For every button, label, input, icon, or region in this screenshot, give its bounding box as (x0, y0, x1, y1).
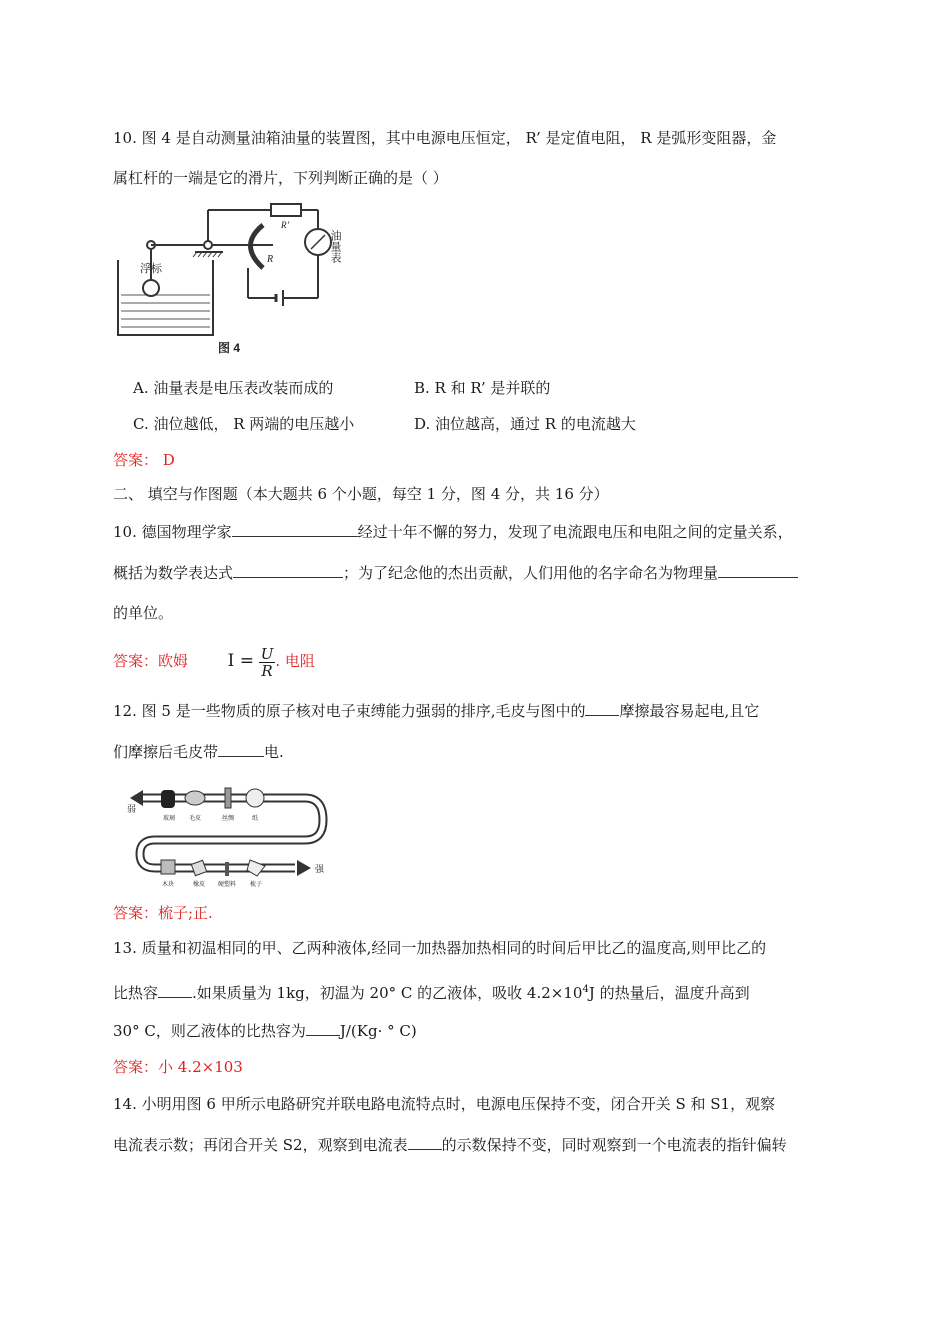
figure-5-triboelectric-series (125, 782, 335, 892)
q10-option-c: C. 油位越低， R 两端的电压越小 (133, 415, 355, 433)
blank-specific-heat (306, 1021, 340, 1036)
blank-physicist (232, 522, 358, 537)
strong-arrow-icon (297, 860, 311, 876)
blank-charge (218, 742, 264, 757)
blank-ammeter (408, 1135, 442, 1150)
q10-answer: 答案： D (113, 451, 175, 469)
q11-answer: 答案：欧姆 I = $\frac{U}{R}$ . 电阻 (113, 644, 315, 680)
svg-text:丝绸: 丝绸 (221, 815, 235, 822)
svg-text:木块: 木块 (161, 881, 175, 888)
blank-formula (233, 563, 343, 578)
svg-text:玻璃: 玻璃 (162, 815, 176, 822)
svg-text:梳子: 梳子 (249, 881, 263, 888)
svg-text:硬塑料: 硬塑料 (217, 881, 237, 888)
svg-text:弱: 弱 (127, 804, 137, 814)
q10-option-a: A. 油量表是电压表改装而成的 (133, 379, 334, 397)
blank-quantity (718, 563, 798, 578)
svg-text:强: 强 (315, 864, 325, 874)
q14-line2: 电流表示数；再闭合开关 S2，观察到电流表 的示数保持不变，同时观察到一个电流表的指针偏转 (113, 1136, 787, 1154)
svg-text:毛皮: 毛皮 (188, 815, 202, 822)
svg-text:R: R (267, 254, 274, 265)
blank-compare (158, 983, 192, 998)
svg-text:R’: R’ (281, 220, 290, 230)
q12-answer: 答案：梳子;正. (113, 904, 213, 922)
figure-4-oil-gauge-diagram (113, 200, 363, 360)
q10-option-d: D. 油位越高，通过 R 的电流越大 (414, 415, 636, 433)
section-2-heading: 二、 填空与作图题（本大题共 6 个小题，每空 1 分，图 4 分，共 16 分） (113, 485, 609, 503)
q11-line3: 的单位。 (113, 604, 174, 622)
ohm-law-formula: I = (227, 651, 254, 671)
q10-line2: 属杠杆的一端是它的滑片，下列判断正确的是（ ） (113, 169, 448, 187)
q10-option-b: B. R 和 R’ 是并联的 (414, 379, 551, 397)
svg-text:纸: 纸 (251, 815, 259, 822)
q10-line1: 10. 图 4 是自动测量油箱油量的装置图，其中电源电压恒定， R’ 是定值电阻， R 是弧形变阻器，金 (113, 129, 777, 147)
q12-line1: 12. 图 5 是一些物质的原子核对电子束缚能力强弱的排序,毛皮与图中的 摩擦最容易起电,且它 (113, 702, 760, 720)
q11-line2: 概括为数学表达式 ；为了纪念他的杰出贡献，人们用他的名字命名为物理量 (113, 563, 798, 583)
fixed-resistor (271, 204, 301, 216)
svg-text:橡皮: 橡皮 (192, 881, 206, 888)
svg-text:油量表: 油量表 (329, 230, 341, 263)
q13-line2: 比热容 .如果质量为 1kg，初温为 20° C 的乙液体，吸收 $4.2\times 10^4J$ 的热量后，温度升高到 (113, 984, 750, 1002)
float-icon (143, 280, 159, 296)
q11-line1: 10. 德国物理学家 经过十年不懈的努力，发现了电流跟电压和电阻之间的定量关系， (113, 523, 793, 541)
svg-text:图 4: 图 4 (218, 341, 241, 355)
q12-line2: 们摩擦后毛皮带 电. (113, 743, 284, 761)
blank-material (585, 701, 619, 716)
arc-resistor (251, 225, 264, 268)
ohm-fraction: $\frac{U}{R}$ (260, 644, 274, 680)
q13-line3: 30° C，则乙液体的比热容为 J/(Kg· ° C) (113, 1022, 417, 1040)
q13-line1: 13. 质量和初温相同的甲、乙两种液体,经同一加热器加热相同的时间后甲比乙的温度高,则甲比乙的 (113, 939, 767, 957)
svg-text:浮标: 浮标 (140, 263, 162, 275)
q14-line1: 14. 小明用图 6 甲所示电路研究并联电路电流特点时，电源电压保持不变，闭合开关 S 和 S1，观察 (113, 1095, 776, 1113)
q13-answer: 答案：小 4.2×103 (113, 1058, 243, 1076)
